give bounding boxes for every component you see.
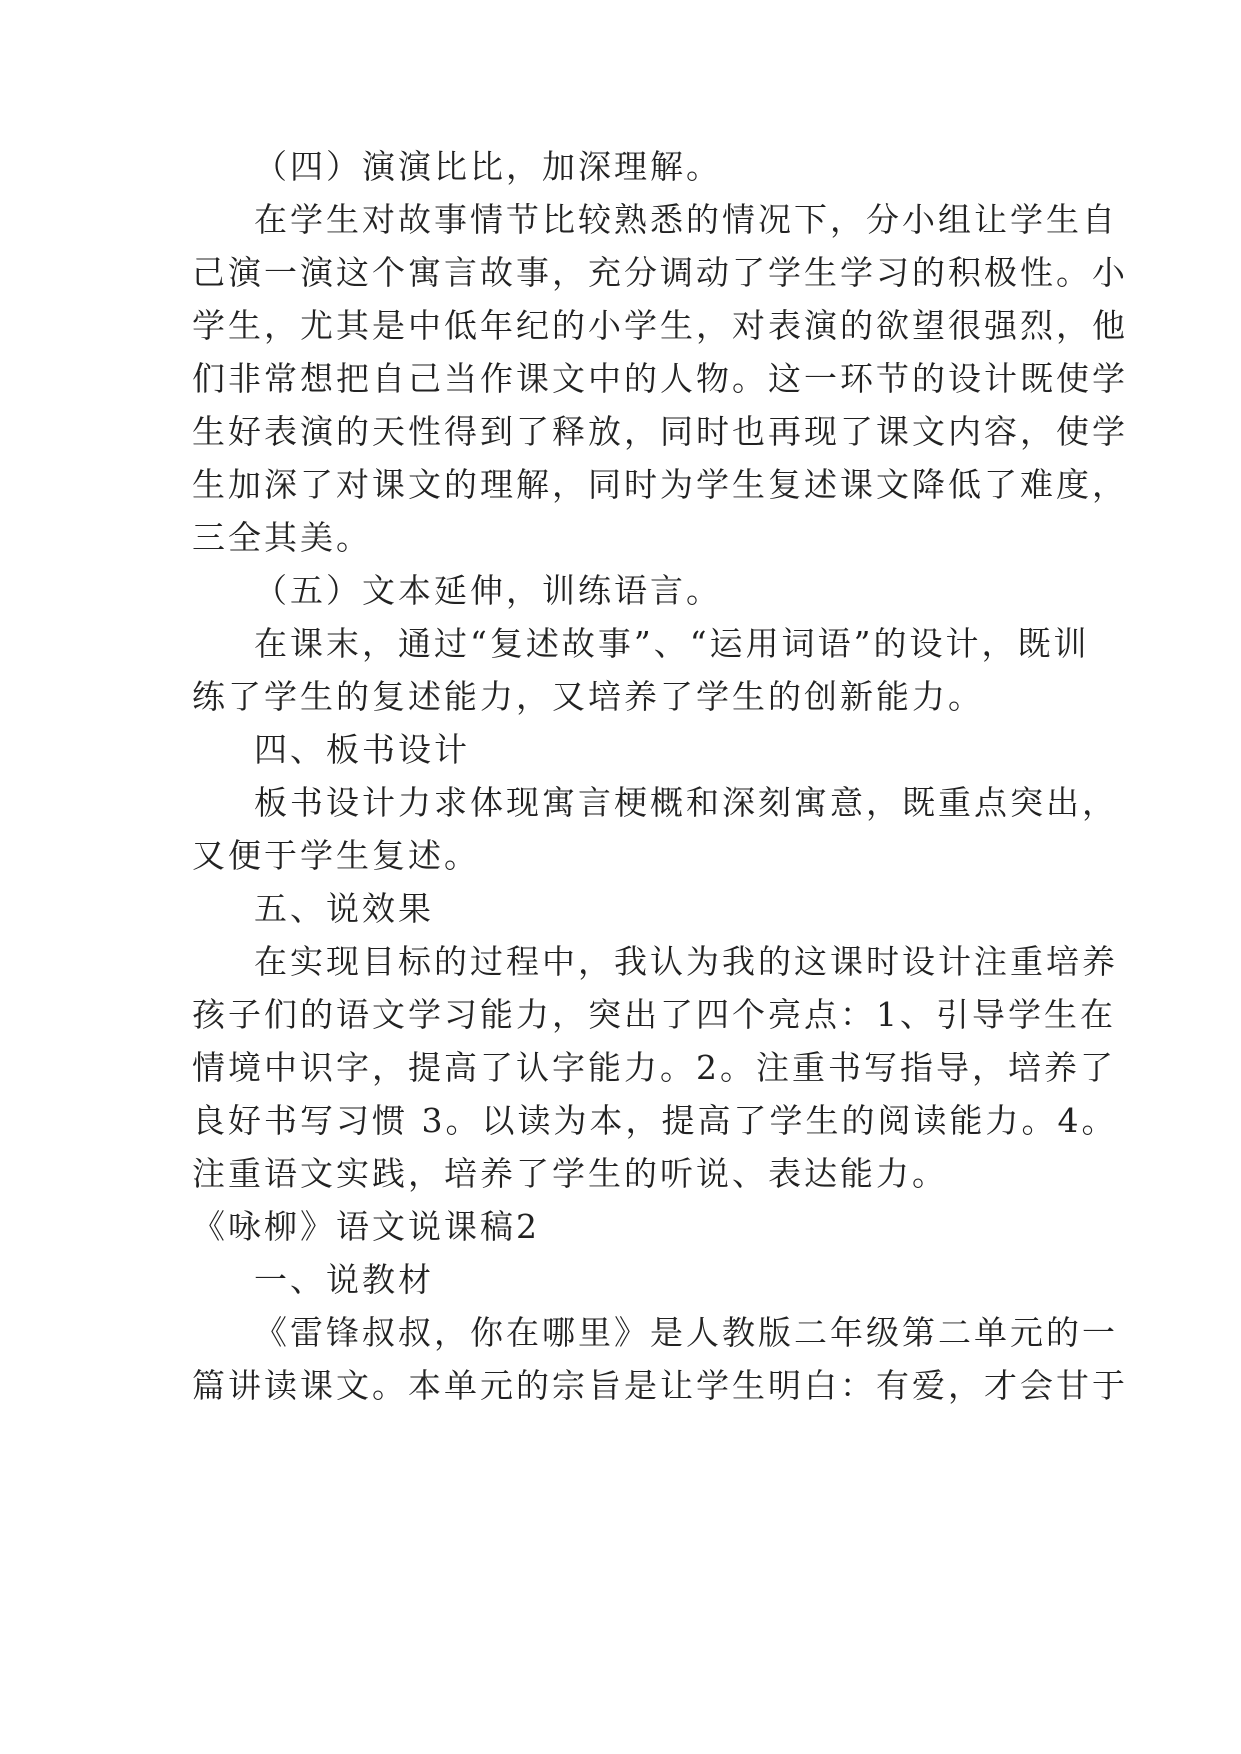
- paragraph-line: 篇讲读课文。本单元的宗旨是让学生明白：有爱，才会甘于: [192, 1366, 1128, 1405]
- paragraph-line: 良好书写习惯 3。以读为本，提高了学生的阅读能力。4。: [192, 1101, 1118, 1140]
- paragraph-line: 情境中识字，提高了认字能力。2。注重书写指导，培养了: [192, 1048, 1116, 1087]
- paragraph-line: 在课末，通过“复述故事”、“运用词语”的设计，既训: [254, 624, 1090, 663]
- paragraph-line: 生好表演的天性得到了释放，同时也再现了课文内容，使学: [192, 412, 1128, 451]
- paragraph-line: 生加深了对课文的理解，同时为学生复述课文降低了难度，: [192, 465, 1128, 504]
- paragraph-line: 板书设计力求体现寓言梗概和深刻寓意，既重点突出，: [254, 783, 1118, 822]
- section-heading-four: （四）演演比比，加深理解。: [254, 147, 722, 186]
- section-heading-effect: 五、说效果: [254, 889, 434, 928]
- paragraph-line: 在学生对故事情节比较熟悉的情况下，分小组让学生自: [254, 200, 1118, 239]
- paragraph-line: 《雷锋叔叔，你在哪里》是人教版二年级第二单元的一: [254, 1313, 1118, 1352]
- paragraph-line: 注重语文实践，培养了学生的听说、表达能力。: [192, 1154, 948, 1193]
- paragraph-line: 己演一演这个寓言故事，充分调动了学生学习的积极性。小: [192, 253, 1128, 292]
- document-title-2: 《咏柳》语文说课稿2: [192, 1207, 540, 1246]
- paragraph-line: 孩子们的语文学习能力，突出了四个亮点：1、引导学生在: [192, 995, 1116, 1034]
- paragraph-line: 在实现目标的过程中，我认为我的这课时设计注重培养: [254, 942, 1118, 981]
- paragraph-line: 又便于学生复述。: [192, 836, 480, 875]
- section-heading-textbook: 一、说教材: [254, 1260, 434, 1299]
- paragraph-line: 练了学生的复述能力，又培养了学生的创新能力。: [192, 677, 984, 716]
- paragraph-line: 三全其美。: [192, 518, 372, 557]
- section-heading-board-design: 四、板书设计: [254, 730, 470, 769]
- paragraph-line: 学生，尤其是中低年纪的小学生，对表演的欲望很强烈，他: [192, 306, 1128, 345]
- paragraph-line: 们非常想把自己当作课文中的人物。这一环节的设计既使学: [192, 359, 1128, 398]
- section-heading-five: （五）文本延伸，训练语言。: [254, 571, 722, 610]
